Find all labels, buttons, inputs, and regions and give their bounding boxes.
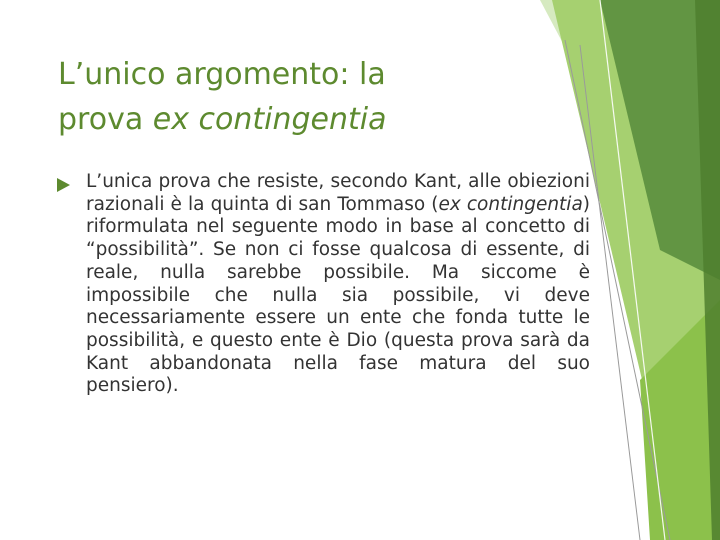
slide-title-line2-em: ex contingentia (152, 102, 387, 137)
bullet-text-em: ex contingentia (438, 193, 583, 215)
bullet-text (86, 171, 590, 398)
bullet-arrow-icon (57, 178, 70, 192)
slide-title-line2-prefix: prova (58, 102, 153, 137)
slide-title (58, 52, 528, 142)
slide-title-line1: L’unico argomento: la (58, 57, 386, 92)
bullet-text-part2: ) riformulata nel seguente modo in base al concetto di “possibilità”. Se non ci fosse qualcosa di essente, di reale, nulla sarebbe possibile. Ma siccome è impossibile che nulla sia possibile, vi deve necessariamente essere un ente che fonda tutte le possibilità, e questo ente è Dio (questa prova sarà da Kant abbandonata nella fase matura del suo pensiero). (86, 193, 591, 397)
bullet-text-part1: L’unica prova che resiste, secondo Kant, alle obiezioni razionali è la quinta di san Tommaso ( (86, 171, 590, 215)
